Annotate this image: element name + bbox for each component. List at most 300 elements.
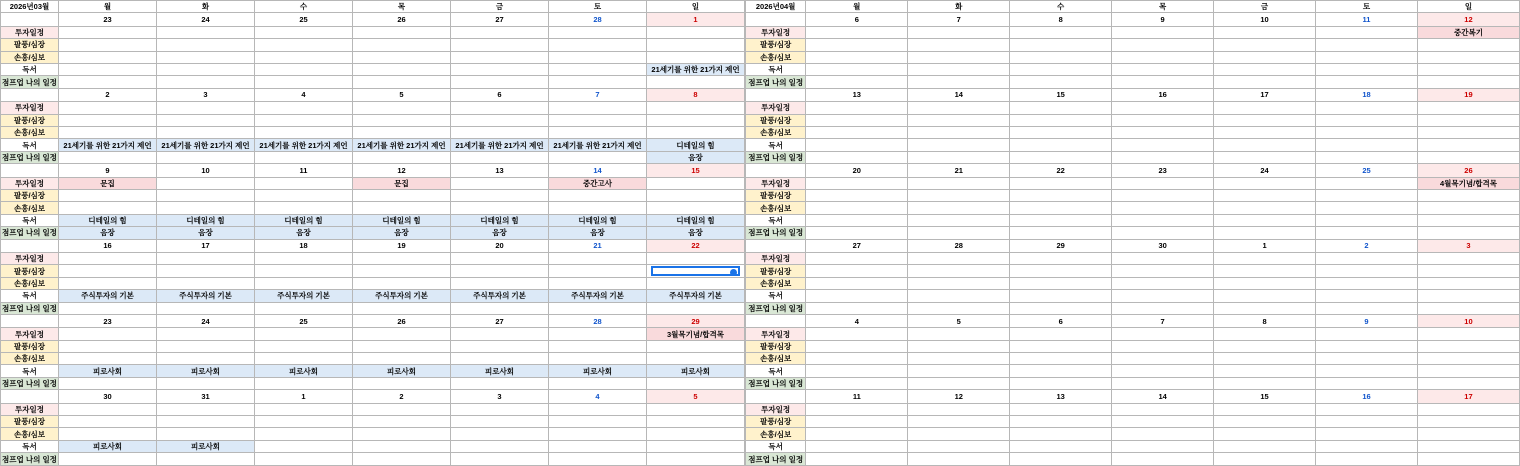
date-cell[interactable]: 26 bbox=[1417, 164, 1519, 177]
empty-cell[interactable] bbox=[353, 76, 451, 88]
empty-cell[interactable] bbox=[1417, 416, 1519, 428]
event-cell[interactable]: 3월목기념/합격목 bbox=[647, 328, 745, 340]
empty-cell[interactable] bbox=[549, 416, 647, 428]
event-cell[interactable]: 디테일의 힘 bbox=[157, 214, 255, 226]
empty-cell[interactable] bbox=[255, 51, 353, 63]
empty-cell[interactable] bbox=[647, 102, 745, 114]
date-cell[interactable]: 1 bbox=[647, 13, 745, 26]
empty-cell[interactable] bbox=[59, 328, 157, 340]
empty-cell[interactable] bbox=[908, 416, 1010, 428]
empty-cell[interactable] bbox=[1010, 265, 1112, 277]
empty-cell[interactable] bbox=[255, 302, 353, 314]
event-cell[interactable]: 디테일의 힘 bbox=[549, 214, 647, 226]
empty-cell[interactable] bbox=[806, 202, 908, 214]
empty-cell[interactable] bbox=[255, 63, 353, 75]
empty-cell[interactable] bbox=[157, 189, 255, 201]
event-cell[interactable]: 문집 bbox=[353, 177, 451, 189]
empty-cell[interactable] bbox=[59, 126, 157, 138]
empty-cell[interactable] bbox=[255, 189, 353, 201]
empty-cell[interactable] bbox=[1417, 114, 1519, 126]
empty-cell[interactable] bbox=[806, 353, 908, 365]
empty-cell[interactable] bbox=[908, 428, 1010, 440]
event-cell[interactable]: 주식투자의 기본 bbox=[59, 290, 157, 302]
empty-cell[interactable] bbox=[1214, 126, 1316, 138]
empty-cell[interactable] bbox=[1010, 302, 1112, 314]
empty-cell[interactable] bbox=[255, 416, 353, 428]
empty-cell[interactable] bbox=[1417, 290, 1519, 302]
empty-cell[interactable] bbox=[1316, 365, 1418, 377]
empty-cell[interactable] bbox=[806, 76, 908, 88]
event-cell[interactable]: 21세기를 위한 21가지 제언 bbox=[353, 139, 451, 151]
empty-cell[interactable] bbox=[1112, 340, 1214, 352]
empty-cell[interactable] bbox=[1316, 214, 1418, 226]
empty-cell[interactable] bbox=[255, 265, 353, 277]
empty-cell[interactable] bbox=[1417, 227, 1519, 239]
empty-cell[interactable] bbox=[1010, 189, 1112, 201]
empty-cell[interactable] bbox=[549, 403, 647, 415]
empty-cell[interactable] bbox=[353, 340, 451, 352]
empty-cell[interactable] bbox=[908, 63, 1010, 75]
date-cell[interactable]: 15 bbox=[647, 164, 745, 177]
event-cell[interactable]: 음장 bbox=[255, 227, 353, 239]
empty-cell[interactable] bbox=[806, 302, 908, 314]
empty-cell[interactable] bbox=[806, 377, 908, 389]
empty-cell[interactable] bbox=[1417, 403, 1519, 415]
empty-cell[interactable] bbox=[1010, 227, 1112, 239]
empty-cell[interactable] bbox=[451, 353, 549, 365]
empty-cell[interactable] bbox=[353, 440, 451, 452]
empty-cell[interactable] bbox=[1214, 102, 1316, 114]
empty-cell[interactable] bbox=[1010, 51, 1112, 63]
empty-cell[interactable] bbox=[157, 151, 255, 163]
empty-cell[interactable] bbox=[1010, 453, 1112, 466]
empty-cell[interactable] bbox=[908, 377, 1010, 389]
empty-cell[interactable] bbox=[1214, 189, 1316, 201]
empty-cell[interactable] bbox=[806, 177, 908, 189]
date-cell[interactable]: 14 bbox=[908, 88, 1010, 101]
empty-cell[interactable] bbox=[1316, 290, 1418, 302]
empty-cell[interactable] bbox=[647, 126, 745, 138]
empty-cell[interactable] bbox=[451, 26, 549, 38]
empty-cell[interactable] bbox=[353, 63, 451, 75]
empty-cell[interactable] bbox=[1214, 428, 1316, 440]
event-cell[interactable]: 피로사회 bbox=[157, 365, 255, 377]
fill-handle[interactable] bbox=[730, 269, 737, 276]
empty-cell[interactable] bbox=[1010, 126, 1112, 138]
event-cell[interactable]: 디테일의 힘 bbox=[647, 139, 745, 151]
empty-cell[interactable] bbox=[1112, 403, 1214, 415]
empty-cell[interactable] bbox=[451, 39, 549, 51]
empty-cell[interactable] bbox=[647, 252, 745, 264]
empty-cell[interactable] bbox=[157, 51, 255, 63]
date-cell[interactable]: 28 bbox=[549, 13, 647, 26]
date-cell[interactable]: 23 bbox=[1112, 164, 1214, 177]
empty-cell[interactable] bbox=[1010, 277, 1112, 289]
empty-cell[interactable] bbox=[1316, 252, 1418, 264]
empty-cell[interactable] bbox=[647, 39, 745, 51]
date-cell[interactable]: 25 bbox=[255, 13, 353, 26]
date-cell[interactable]: 30 bbox=[1112, 239, 1214, 252]
date-cell[interactable]: 11 bbox=[1316, 13, 1418, 26]
empty-cell[interactable] bbox=[157, 252, 255, 264]
empty-cell[interactable] bbox=[1112, 202, 1214, 214]
empty-cell[interactable] bbox=[806, 26, 908, 38]
empty-cell[interactable] bbox=[549, 39, 647, 51]
event-cell[interactable]: 음장 bbox=[59, 227, 157, 239]
empty-cell[interactable] bbox=[549, 277, 647, 289]
empty-cell[interactable] bbox=[1316, 353, 1418, 365]
date-cell[interactable]: 31 bbox=[157, 390, 255, 403]
date-cell[interactable]: 19 bbox=[1417, 88, 1519, 101]
empty-cell[interactable] bbox=[1010, 202, 1112, 214]
empty-cell[interactable] bbox=[451, 202, 549, 214]
empty-cell[interactable] bbox=[549, 126, 647, 138]
date-cell[interactable]: 18 bbox=[1316, 88, 1418, 101]
empty-cell[interactable] bbox=[1010, 26, 1112, 38]
empty-cell[interactable] bbox=[255, 126, 353, 138]
empty-cell[interactable] bbox=[908, 189, 1010, 201]
empty-cell[interactable] bbox=[806, 189, 908, 201]
empty-cell[interactable] bbox=[451, 340, 549, 352]
empty-cell[interactable] bbox=[1417, 340, 1519, 352]
date-cell[interactable]: 15 bbox=[1214, 390, 1316, 403]
empty-cell[interactable] bbox=[647, 302, 745, 314]
date-cell[interactable]: 5 bbox=[647, 390, 745, 403]
date-cell[interactable]: 28 bbox=[549, 314, 647, 327]
empty-cell[interactable] bbox=[908, 340, 1010, 352]
empty-cell[interactable] bbox=[157, 265, 255, 277]
empty-cell[interactable] bbox=[647, 340, 745, 352]
empty-cell[interactable] bbox=[59, 302, 157, 314]
empty-cell[interactable] bbox=[1214, 26, 1316, 38]
date-cell[interactable]: 5 bbox=[353, 88, 451, 101]
empty-cell[interactable] bbox=[908, 202, 1010, 214]
date-cell[interactable]: 10 bbox=[1417, 314, 1519, 327]
empty-cell[interactable] bbox=[908, 139, 1010, 151]
date-cell[interactable]: 21 bbox=[549, 239, 647, 252]
date-cell[interactable]: 19 bbox=[353, 239, 451, 252]
selected-cell-outline[interactable] bbox=[651, 266, 740, 275]
empty-cell[interactable] bbox=[806, 440, 908, 452]
empty-cell[interactable] bbox=[157, 353, 255, 365]
empty-cell[interactable] bbox=[908, 290, 1010, 302]
empty-cell[interactable] bbox=[1112, 252, 1214, 264]
empty-cell[interactable] bbox=[1417, 76, 1519, 88]
date-cell[interactable]: 9 bbox=[1112, 13, 1214, 26]
empty-cell[interactable] bbox=[1112, 126, 1214, 138]
empty-cell[interactable] bbox=[647, 428, 745, 440]
event-cell[interactable]: 21세기를 위한 21가지 제언 bbox=[647, 63, 745, 75]
empty-cell[interactable] bbox=[451, 63, 549, 75]
date-cell[interactable]: 11 bbox=[806, 390, 908, 403]
empty-cell[interactable] bbox=[353, 114, 451, 126]
date-cell[interactable]: 12 bbox=[353, 164, 451, 177]
event-cell[interactable]: 피로사회 bbox=[353, 365, 451, 377]
date-cell[interactable]: 4 bbox=[549, 390, 647, 403]
date-cell[interactable]: 8 bbox=[647, 88, 745, 101]
empty-cell[interactable] bbox=[647, 403, 745, 415]
empty-cell[interactable] bbox=[1214, 416, 1316, 428]
empty-cell[interactable] bbox=[1316, 440, 1418, 452]
empty-cell[interactable] bbox=[157, 126, 255, 138]
event-cell[interactable]: 21세기를 위한 21가지 제언 bbox=[549, 139, 647, 151]
empty-cell[interactable] bbox=[255, 340, 353, 352]
empty-cell[interactable] bbox=[59, 353, 157, 365]
empty-cell[interactable] bbox=[59, 377, 157, 389]
event-cell[interactable]: 21세기를 위한 21가지 제언 bbox=[255, 139, 353, 151]
empty-cell[interactable] bbox=[1112, 302, 1214, 314]
empty-cell[interactable] bbox=[157, 428, 255, 440]
empty-cell[interactable] bbox=[908, 265, 1010, 277]
empty-cell[interactable] bbox=[549, 252, 647, 264]
empty-cell[interactable] bbox=[1214, 39, 1316, 51]
date-cell[interactable]: 2 bbox=[59, 88, 157, 101]
empty-cell[interactable] bbox=[1112, 177, 1214, 189]
event-cell[interactable]: 디테일의 힘 bbox=[353, 214, 451, 226]
event-cell[interactable]: 피로사회 bbox=[157, 440, 255, 452]
empty-cell[interactable] bbox=[1214, 252, 1316, 264]
empty-cell[interactable] bbox=[1417, 189, 1519, 201]
empty-cell[interactable] bbox=[908, 440, 1010, 452]
empty-cell[interactable] bbox=[1417, 440, 1519, 452]
date-cell[interactable]: 22 bbox=[1010, 164, 1112, 177]
event-cell[interactable]: 문집 bbox=[59, 177, 157, 189]
empty-cell[interactable] bbox=[549, 340, 647, 352]
empty-cell[interactable] bbox=[255, 377, 353, 389]
empty-cell[interactable] bbox=[806, 39, 908, 51]
empty-cell[interactable] bbox=[353, 302, 451, 314]
empty-cell[interactable] bbox=[59, 102, 157, 114]
empty-cell[interactable] bbox=[1010, 377, 1112, 389]
date-cell[interactable]: 3 bbox=[451, 390, 549, 403]
empty-cell[interactable] bbox=[1214, 114, 1316, 126]
empty-cell[interactable] bbox=[1112, 453, 1214, 466]
empty-cell[interactable] bbox=[1010, 214, 1112, 226]
empty-cell[interactable] bbox=[908, 76, 1010, 88]
date-cell[interactable]: 23 bbox=[59, 13, 157, 26]
empty-cell[interactable] bbox=[255, 353, 353, 365]
empty-cell[interactable] bbox=[157, 453, 255, 466]
empty-cell[interactable] bbox=[1417, 63, 1519, 75]
empty-cell[interactable] bbox=[59, 202, 157, 214]
event-cell[interactable]: 21세기를 위한 21가지 제언 bbox=[451, 139, 549, 151]
empty-cell[interactable] bbox=[806, 51, 908, 63]
empty-cell[interactable] bbox=[647, 51, 745, 63]
event-cell[interactable]: 음장 bbox=[451, 227, 549, 239]
empty-cell[interactable] bbox=[647, 114, 745, 126]
empty-cell[interactable] bbox=[451, 416, 549, 428]
empty-cell[interactable] bbox=[908, 51, 1010, 63]
empty-cell[interactable] bbox=[1214, 403, 1316, 415]
date-cell[interactable]: 9 bbox=[59, 164, 157, 177]
empty-cell[interactable] bbox=[1316, 177, 1418, 189]
empty-cell[interactable] bbox=[1010, 63, 1112, 75]
empty-cell[interactable] bbox=[1316, 302, 1418, 314]
empty-cell[interactable] bbox=[59, 453, 157, 466]
empty-cell[interactable] bbox=[157, 63, 255, 75]
empty-cell[interactable] bbox=[647, 76, 745, 88]
empty-cell[interactable] bbox=[255, 277, 353, 289]
event-cell[interactable]: 주식투자의 기본 bbox=[549, 290, 647, 302]
empty-cell[interactable] bbox=[1417, 428, 1519, 440]
date-cell[interactable]: 3 bbox=[157, 88, 255, 101]
empty-cell[interactable] bbox=[1010, 102, 1112, 114]
empty-cell[interactable] bbox=[647, 377, 745, 389]
date-cell[interactable]: 7 bbox=[908, 13, 1010, 26]
empty-cell[interactable] bbox=[451, 328, 549, 340]
empty-cell[interactable] bbox=[59, 63, 157, 75]
event-cell[interactable]: 음장 bbox=[549, 227, 647, 239]
event-cell[interactable]: 피로사회 bbox=[255, 365, 353, 377]
empty-cell[interactable] bbox=[451, 102, 549, 114]
empty-cell[interactable] bbox=[157, 76, 255, 88]
date-cell[interactable]: 17 bbox=[1214, 88, 1316, 101]
empty-cell[interactable] bbox=[59, 252, 157, 264]
empty-cell[interactable] bbox=[1214, 227, 1316, 239]
empty-cell[interactable] bbox=[1112, 353, 1214, 365]
empty-cell[interactable] bbox=[1214, 177, 1316, 189]
empty-cell[interactable] bbox=[549, 51, 647, 63]
empty-cell[interactable] bbox=[1010, 114, 1112, 126]
date-cell[interactable]: 14 bbox=[1112, 390, 1214, 403]
selected-cell[interactable] bbox=[647, 265, 745, 277]
date-cell[interactable]: 15 bbox=[1010, 88, 1112, 101]
empty-cell[interactable] bbox=[59, 76, 157, 88]
date-cell[interactable]: 2 bbox=[1316, 239, 1418, 252]
date-cell[interactable]: 27 bbox=[451, 13, 549, 26]
empty-cell[interactable] bbox=[353, 252, 451, 264]
empty-cell[interactable] bbox=[1112, 63, 1214, 75]
empty-cell[interactable] bbox=[353, 353, 451, 365]
empty-cell[interactable] bbox=[806, 340, 908, 352]
date-cell[interactable]: 29 bbox=[1010, 239, 1112, 252]
empty-cell[interactable] bbox=[1316, 377, 1418, 389]
empty-cell[interactable] bbox=[1417, 139, 1519, 151]
empty-cell[interactable] bbox=[1010, 440, 1112, 452]
empty-cell[interactable] bbox=[1214, 277, 1316, 289]
empty-cell[interactable] bbox=[59, 39, 157, 51]
empty-cell[interactable] bbox=[1010, 340, 1112, 352]
empty-cell[interactable] bbox=[1316, 416, 1418, 428]
empty-cell[interactable] bbox=[157, 114, 255, 126]
empty-cell[interactable] bbox=[1417, 277, 1519, 289]
empty-cell[interactable] bbox=[1417, 202, 1519, 214]
empty-cell[interactable] bbox=[1010, 177, 1112, 189]
date-cell[interactable]: 11 bbox=[255, 164, 353, 177]
empty-cell[interactable] bbox=[353, 265, 451, 277]
empty-cell[interactable] bbox=[353, 102, 451, 114]
date-cell[interactable]: 21 bbox=[908, 164, 1010, 177]
empty-cell[interactable] bbox=[1316, 428, 1418, 440]
date-cell[interactable]: 29 bbox=[647, 314, 745, 327]
date-cell[interactable]: 9 bbox=[1316, 314, 1418, 327]
empty-cell[interactable] bbox=[1417, 214, 1519, 226]
empty-cell[interactable] bbox=[353, 428, 451, 440]
empty-cell[interactable] bbox=[1010, 252, 1112, 264]
empty-cell[interactable] bbox=[1112, 76, 1214, 88]
empty-cell[interactable] bbox=[908, 302, 1010, 314]
empty-cell[interactable] bbox=[451, 252, 549, 264]
empty-cell[interactable] bbox=[451, 377, 549, 389]
event-cell[interactable]: 피로사회 bbox=[59, 440, 157, 452]
empty-cell[interactable] bbox=[806, 365, 908, 377]
empty-cell[interactable] bbox=[806, 139, 908, 151]
date-cell[interactable]: 26 bbox=[353, 314, 451, 327]
empty-cell[interactable] bbox=[1316, 227, 1418, 239]
date-cell[interactable]: 28 bbox=[908, 239, 1010, 252]
empty-cell[interactable] bbox=[1214, 302, 1316, 314]
empty-cell[interactable] bbox=[59, 340, 157, 352]
empty-cell[interactable] bbox=[451, 177, 549, 189]
empty-cell[interactable] bbox=[647, 453, 745, 466]
empty-cell[interactable] bbox=[255, 102, 353, 114]
event-cell[interactable]: 21세기를 위한 21가지 제언 bbox=[59, 139, 157, 151]
date-cell[interactable]: 30 bbox=[59, 390, 157, 403]
empty-cell[interactable] bbox=[1112, 328, 1214, 340]
empty-cell[interactable] bbox=[1417, 252, 1519, 264]
empty-cell[interactable] bbox=[647, 416, 745, 428]
empty-cell[interactable] bbox=[451, 126, 549, 138]
event-cell[interactable]: 주식투자의 기본 bbox=[647, 290, 745, 302]
empty-cell[interactable] bbox=[353, 151, 451, 163]
empty-cell[interactable] bbox=[1010, 290, 1112, 302]
empty-cell[interactable] bbox=[549, 265, 647, 277]
empty-cell[interactable] bbox=[353, 189, 451, 201]
date-cell[interactable]: 4 bbox=[806, 314, 908, 327]
empty-cell[interactable] bbox=[1112, 51, 1214, 63]
empty-cell[interactable] bbox=[1112, 39, 1214, 51]
empty-cell[interactable] bbox=[353, 39, 451, 51]
empty-cell[interactable] bbox=[157, 102, 255, 114]
event-cell[interactable]: 주식투자의 기본 bbox=[451, 290, 549, 302]
event-cell[interactable]: 디테일의 힘 bbox=[59, 214, 157, 226]
empty-cell[interactable] bbox=[1417, 453, 1519, 466]
empty-cell[interactable] bbox=[157, 328, 255, 340]
empty-cell[interactable] bbox=[1316, 39, 1418, 51]
empty-cell[interactable] bbox=[1112, 139, 1214, 151]
empty-cell[interactable] bbox=[1417, 151, 1519, 163]
empty-cell[interactable] bbox=[353, 26, 451, 38]
date-cell[interactable]: 12 bbox=[908, 390, 1010, 403]
empty-cell[interactable] bbox=[255, 177, 353, 189]
date-cell[interactable]: 3 bbox=[1417, 239, 1519, 252]
empty-cell[interactable] bbox=[1112, 277, 1214, 289]
empty-cell[interactable] bbox=[806, 328, 908, 340]
empty-cell[interactable] bbox=[353, 126, 451, 138]
event-cell[interactable]: 주식투자의 기본 bbox=[353, 290, 451, 302]
empty-cell[interactable] bbox=[1010, 428, 1112, 440]
empty-cell[interactable] bbox=[255, 440, 353, 452]
empty-cell[interactable] bbox=[451, 428, 549, 440]
event-cell[interactable]: 피로사회 bbox=[451, 365, 549, 377]
date-cell[interactable]: 6 bbox=[1010, 314, 1112, 327]
empty-cell[interactable] bbox=[1214, 365, 1316, 377]
empty-cell[interactable] bbox=[157, 177, 255, 189]
empty-cell[interactable] bbox=[1417, 39, 1519, 51]
empty-cell[interactable] bbox=[59, 151, 157, 163]
empty-cell[interactable] bbox=[59, 265, 157, 277]
empty-cell[interactable] bbox=[1214, 377, 1316, 389]
empty-cell[interactable] bbox=[1112, 227, 1214, 239]
empty-cell[interactable] bbox=[157, 403, 255, 415]
date-cell[interactable]: 8 bbox=[1010, 13, 1112, 26]
event-cell[interactable]: 디테일의 힘 bbox=[255, 214, 353, 226]
date-cell[interactable]: 24 bbox=[157, 13, 255, 26]
empty-cell[interactable] bbox=[1417, 377, 1519, 389]
empty-cell[interactable] bbox=[1112, 440, 1214, 452]
empty-cell[interactable] bbox=[353, 377, 451, 389]
empty-cell[interactable] bbox=[59, 189, 157, 201]
